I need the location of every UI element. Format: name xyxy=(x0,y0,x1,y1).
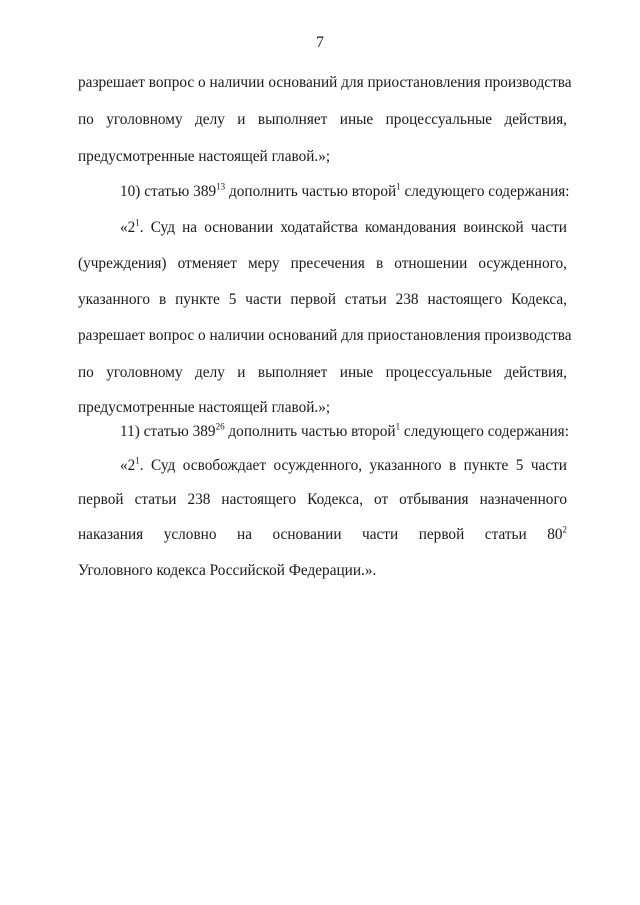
text-line: указанного в пункте 5 части первой статьи 238 настоящего Кодекса, xyxy=(78,291,567,308)
quoted-paragraph-start: «$2^1$. Суд освобождает осужденного, указанного в пункте 5 части xyxy=(120,455,567,474)
text-line: по уголовному делу и выполняет иные процессуальные действия, xyxy=(78,111,567,128)
text-line: наказания условно на основании части первой статьи $80^2$ xyxy=(78,524,567,543)
amendment-item-11: 11) статью $389^{26}$ дополнить частью второй$^1$ следующего содержания: xyxy=(120,421,569,440)
amendment-item-10: 10) статью $389^{13}$ дополнить частью второй$^1$ следующего содержания: xyxy=(120,181,570,200)
page-number: 7 xyxy=(316,34,324,51)
text-line: первой статьи 238 настоящего Кодекса, от отбывания назначенного xyxy=(78,491,567,508)
text-line: предусмотренные настоящей главой.»; xyxy=(78,148,331,165)
text-line: разрешает вопрос о наличии оснований для приостановления производства xyxy=(78,327,572,344)
text-line: Уголовного кодекса Российской Федерации.». xyxy=(78,562,377,579)
text-line: (учреждения) отменяет меру пресечения в отношении осужденного, xyxy=(78,255,567,272)
text-line: разрешает вопрос о наличии оснований для приостановления производства xyxy=(78,74,572,91)
text-line: по уголовному делу и выполняет иные процессуальные действия, xyxy=(78,364,567,381)
text-line: предусмотренные настоящей главой.»; xyxy=(78,399,331,416)
quoted-paragraph-start: «$2^1$. Суд на основании ходатайства командования воинской части xyxy=(120,217,567,236)
